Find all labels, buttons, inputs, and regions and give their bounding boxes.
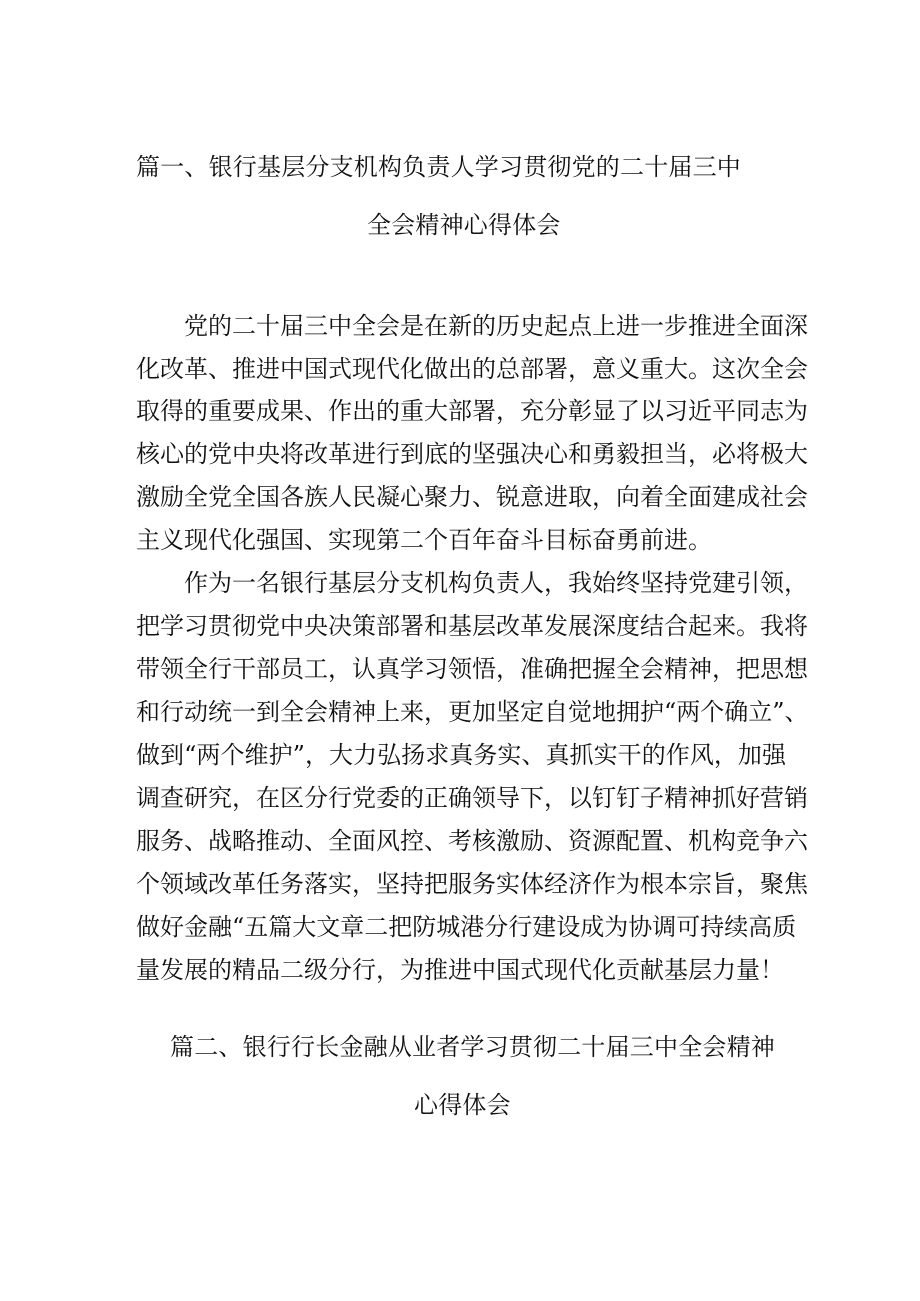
para1-line-1: 党的二十届三中全会是在新的历史起点上进一步推进全面深 (184, 312, 808, 340)
para2-line-8: 个领域改革任务落实，坚持把服务实体经济作为根本宗旨，聚焦 (136, 870, 808, 898)
section2-title-line-1: 篇二、银行行长金融从业者学习贯彻二十届三中全会精神 (170, 1033, 775, 1061)
para2-line-4: 和行动统一到全会精神上来，更加坚定自觉地拥护“两个确立”、 (136, 698, 809, 726)
para1-line-4: 核心的党中央将改革进行到底的坚强决心和勇毅担当，必将极大 (136, 440, 808, 468)
section1-title-line-2: 全会精神心得体会 (367, 211, 561, 239)
para2-line-6: 调查研究，在区分行党委的正确领导下，以钉钉子精神抓好营销 (136, 784, 808, 812)
para2-line-3: 带领全行干部员工，认真学习领悟，准确把握全会精神，把思想 (136, 655, 808, 683)
para2-line-2: 把学习贯彻党中央决策部署和基层改革发展深度结合起来。我将 (136, 612, 808, 640)
section1-title-line-1: 篇一、银行基层分支机构负责人学习贯彻党的二十届三中 (136, 153, 741, 181)
para1-line-6: 主义现代化强国、实现第二个百年奋斗目标奋勇前进。 (136, 526, 712, 554)
para2-line-1: 作为一名银行基层分支机构负责人，我始终坚持党建引领， (184, 569, 808, 597)
para1-line-2: 化改革、推进中国式现代化做出的总部署，意义重大。这次全会 (136, 355, 808, 383)
para2-line-7: 服务、战略推动、全面风控、考核激励、资源配置、机构竞争六 (136, 827, 808, 855)
para1-line-5: 激励全党全国各族人民凝心聚力、锐意进取，向着全面建成社会 (136, 483, 808, 511)
para2-line-9: 做好金融“五篇大文章二把防城港分行建设成为协调可持续高质 (136, 913, 797, 941)
para1-line-3: 取得的重要成果、作出的重大部署，充分彰显了以习近平同志为 (136, 397, 808, 425)
para2-line-10: 量发展的精品二级分行，为推进中国式现代化贡献基层力量！ (136, 956, 784, 984)
section2-title-line-2: 心得体会 (414, 1091, 511, 1119)
para2-line-5: 做到“两个维护”，大力弘扬求真务实、真抓实干的作风，加强 (136, 741, 786, 769)
